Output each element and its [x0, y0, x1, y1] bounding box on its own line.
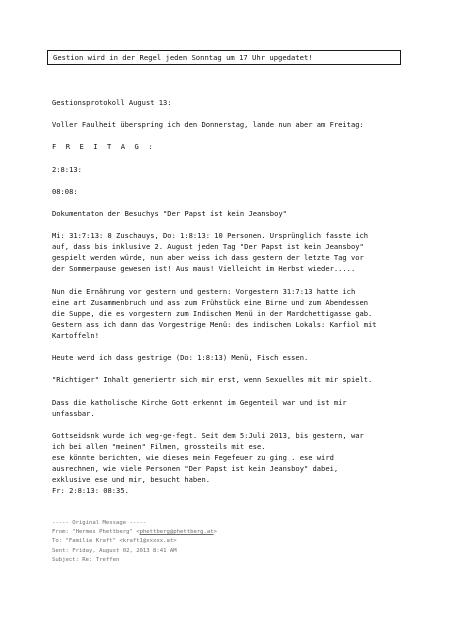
signature-timestamp: Fr: 2:8:13: 08:35.: [52, 486, 129, 496]
text-line: ich bei allen "meinen" Filmen, grossteils mit ese.: [52, 441, 266, 451]
entry-date: 2:8:13:: [52, 164, 82, 174]
text-line: auf, dass bis inklusive 2. August jeden Tag "Der Papst ist kein Jeansboy": [52, 242, 364, 252]
intro-line: Voller Faulheit überspring ich den Donnerstag, lande nun aber am Freitag:: [52, 120, 364, 130]
entry-time: 08:08:: [52, 186, 78, 196]
text-line: gespielt werden würde, nun aber weiss ich dass gestern der letzte Tag vor: [52, 253, 364, 263]
text-line: Nun die Ernährung vor gestern und gestern: Vorgestern 31:7:13 hatte ich: [52, 286, 356, 296]
paragraph-nutrition: [52, 286, 404, 341]
paragraph-menu: Heute werd ich dass gestrige (Do: 1:8:13) Menü, Fisch essen.: [52, 353, 309, 363]
weekday-heading: F R E I T A G :: [52, 142, 156, 152]
quote-subject: Subject: Re: Treffen: [52, 556, 120, 563]
update-notice-text: Gestion wird in der Regel jeden Sonntag um 17 Uhr upgedatet!: [53, 53, 313, 62]
paragraph-films: [52, 430, 404, 497]
quote-to: To: "Familie Kraft" <kraft1@xxxxx.at>: [52, 538, 177, 545]
paragraph-church: [52, 397, 404, 419]
text-line: ausrechnen, wie viele Personen "Der Papst ist kein Jeansboy" dabei,: [52, 464, 339, 474]
quoted-email-header: [52, 519, 404, 565]
update-notice-box: [47, 50, 401, 65]
text-line: Gestern ass ich dann das Vorgestrige Menü: des indischen Lokals: Karfiol mit: [52, 319, 377, 329]
quote-sent: Sent: Friday, August 02, 2013 8:41 AM: [52, 547, 177, 554]
text-line: unfassbar.: [52, 408, 95, 418]
text-line: die Suppe, die es vorgestern zum Indischen Menü in der Mardchettigasse gab.: [52, 308, 373, 318]
quote-from: From: "Hermes Phettberg" <phettberg@phettberg.at>: [52, 529, 218, 536]
document-body: [52, 97, 404, 496]
text-line: Dass die katholische Kirche Gott erkennt im Gegenteil war und ist mir: [52, 397, 347, 407]
documentation-heading: Dokumentaton der Besuchys "Der Papst ist kein Jeansboy": [52, 208, 287, 218]
text-line: Mi: 31:7:13: 8 Zuschauys, Do: 1:8:13: 10 Personen. Ursprünglich fasste ich: [52, 231, 369, 241]
text-line: ese könnte berichten, wie dieses mein Fegefeuer zu ging . ese wird: [52, 453, 334, 462]
text-line: der Sommerpause gewesen ist! Aus maus! Vielleicht im Herbst wieder.....: [52, 264, 356, 274]
text-line: Kartoffeln!: [52, 330, 99, 340]
paragraph-attendance: [52, 230, 404, 274]
paragraph-content: "Richtiger" Inhalt generiertr sich mir erst, wenn Sexuelles mit mir spielt.: [52, 375, 373, 385]
text-line: exklusive ese und mir, besucht haben.: [52, 475, 211, 485]
protocol-title: Gestionsprotokoll August 13:: [52, 98, 172, 107]
from-email-link[interactable]: phettberg@phettberg.at: [139, 529, 214, 536]
text-line: eine art Zusammenbruch und ass zum Frühstück eine Birne und zum Abendessen: [52, 297, 369, 307]
quote-separator: ----- Original Message -----: [52, 520, 147, 526]
text-line: Gottseidsnk wurde ich weg-ge-fegt. Seit dem 5:Juli 2013, bis gestern, war: [52, 430, 364, 440]
